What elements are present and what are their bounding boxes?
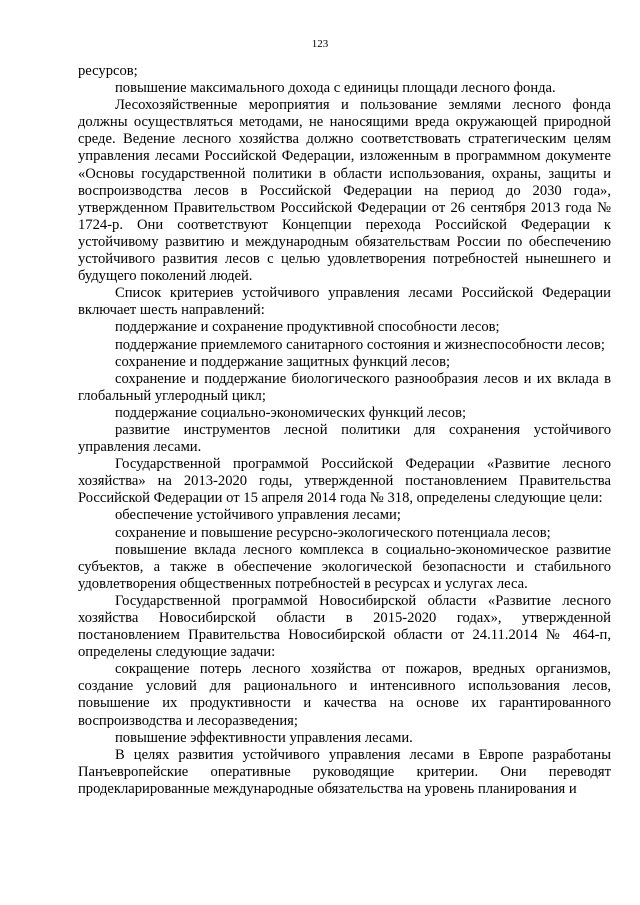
list-item-5: поддержание социально-экономических функций лесов; [115,404,467,421]
list-item-10: сокращение потерь лесного хозяйства от пожаров, вредных организмов, создание условий для рационального и интенсивного использования лесов, повышение их продуктивности и качества на основе их гарантированного воспроизводства и лесоразведения; [78,661,611,729]
paragraph-4: Список критериев устойчивого управления лесами Российской Федерации включает шесть направлений: [78,285,611,319]
list-item-1: поддержание и сохранение продуктивной способности лесов; [115,319,500,336]
list-item-8: сохранение и повышение ресурсно-экологического потенциала лесов; [115,524,551,541]
list-item-7: обеспечение устойчивого управления лесами; [115,507,401,524]
page-number: 123 [311,38,329,50]
body-text [78,63,611,798]
list-item-2: поддержание приемлемого санитарного состояния и жизнеспособности лесов; [115,336,605,353]
paragraph-6: Государственной программой Новосибирской области «Развитие лесного хозяйства Новосибирской области в 2015-2020 годах», утвержденной постановлением Правительства Новосибирской области от 24.11.2014 № 464-п, определены следующие задачи: [78,592,611,661]
list-item-6: развитие инструментов лесной политики для сохранения устойчивого управления лесами. [78,421,611,456]
paragraph-1: ресурсов; [78,63,138,79]
paragraph-2: повышение максимального дохода с единицы площади лесного фонда. [115,80,556,97]
paragraph-5: Государственной программой Российской Федерации «Развитие лесного хозяйства» на 2013-2020 годы, утвержденной постановлением Правительства Российской Федерации от 15 апреля 2014 года № 318, определены следующие цели: [78,456,611,507]
paragraph-3: Лесохозяйственные мероприятия и пользование землями лесного фонда должны осуществляться методами, не наносящими вреда окружающей природной среде. Ведение лесного хозяйства должно соответствовать стратегическим целям управления лесами Российской Федерации, изложенным в программном документе «Основы государственной политики в области использования, охраны, защиты и воспроизводства лесов в Российской Федерации на период до 2030 года», утвержденном Правительством Российской Федерации от 26 сентября 2013 года № 1724-р. Они соответствуют Концепции перехода Российской Федерации к устойчивому развитию и международным обязательствам России по обеспечению устойчивого развития лесов с целью удовлетворения потребностей нынешнего и будущего поколений людей. [78,97,611,285]
list-item-11: повышение эффективности управления лесами. [115,729,413,746]
list-item-4: сохранение и поддержание биологического разнообразия лесов и их вклада в глобальный углеродный цикл; [78,370,611,404]
list-item-9: повышение вклада лесного комплекса в социально-экономическое развитие субъектов, а также в обеспечение экологической безопасности и стабильного удовлетворения общественных потребностей в ресурсах и услугах леса. [78,541,611,592]
paragraph-7: В целях развития устойчивого управления лесами в Европе разработаны Панъевропейские оперативные руководящие критерии. Они переводят продекларированные международные обязательства на уровень планирования и [78,746,611,797]
list-item-3: сохранение и поддержание защитных функций лесов; [115,353,451,370]
